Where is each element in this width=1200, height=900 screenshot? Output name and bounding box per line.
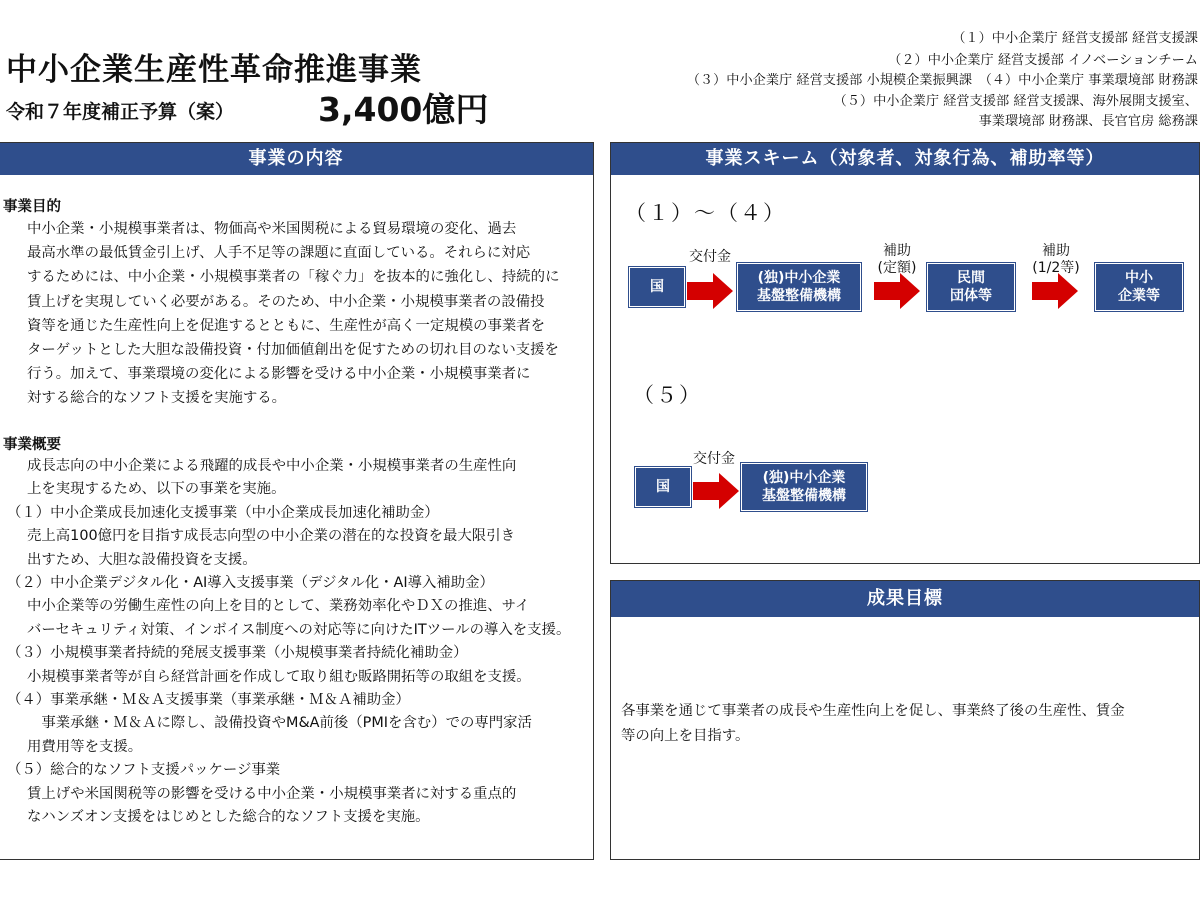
flow-arrow-icon bbox=[874, 273, 920, 309]
flow-node-kuni bbox=[629, 267, 685, 307]
flow-node-smrj bbox=[737, 263, 861, 311]
scheme-panel-header: 事業スキーム（対象者、対象行為、補助率等） bbox=[611, 143, 1199, 175]
goal-panel-header: 成果目標 bbox=[611, 581, 1199, 617]
flow-label-kofukin: 交付金 bbox=[693, 451, 735, 467]
flow-node-label: 中小 企業等 bbox=[1118, 270, 1160, 304]
overview-item-title: （２）中小企業デジタル化・AI導入支援事業（デジタル化・AI導入補助金） bbox=[7, 575, 494, 592]
overview-item-title: （４）事業承継・Ｍ＆Ａ支援事業（事業承継・Ｍ＆Ａ補助金） bbox=[7, 692, 410, 709]
overview-item-line: 用費用等を支援。 bbox=[27, 738, 143, 755]
overview-item-line: 小規模事業者等が自ら経営計画を作成して取り組む販路開拓等の取組を支援。 bbox=[27, 668, 531, 685]
purpose-text bbox=[27, 217, 559, 411]
purpose-line: ターゲットとした大胆な設備投資・付加価値創出を促すための切れ目のない支援を bbox=[27, 342, 559, 359]
overview-item-line: 売上高100億円を目指す成長志向型の中小企業の潜在的な投資を最大限引き bbox=[27, 528, 515, 545]
scheme-group-1-title: （１）～（４） bbox=[625, 201, 786, 225]
page-title: 中小企業生産性革命推進事業 bbox=[6, 52, 422, 88]
flow-label-kofukin: 交付金 bbox=[689, 249, 731, 265]
flow-label-hojo-half: 補助 (1/2等) bbox=[1032, 243, 1080, 276]
flow-arrow-icon bbox=[687, 273, 733, 309]
overview-heading: 事業概要 bbox=[3, 437, 61, 453]
goal-line: 各事業を通じて事業者の成長や生産性向上を促し、事業終了後の生産性、賃金 bbox=[621, 703, 1125, 719]
overview-item-title: （３）小規模事業者持続的発展支援事業（小規模事業者持続化補助金） bbox=[7, 645, 468, 662]
purpose-line: 行う。加えて、事業環境の変化による影響を受ける中小企業・小規模事業者に bbox=[27, 366, 531, 383]
department-line-1: （１）中小企業庁 経営支援部 経営支援課 bbox=[952, 31, 1198, 46]
flow-arrow-icon bbox=[693, 473, 739, 509]
flow-node-label: (独)中小企業 基盤整備機構 bbox=[757, 270, 841, 304]
flow-node-label: (独)中小企業 基盤整備機構 bbox=[762, 470, 846, 504]
overview-item-title: （５）総合的なソフト支援パッケージ事業 bbox=[7, 762, 281, 779]
flow-node-label: 国 bbox=[650, 279, 664, 295]
content-panel-header: 事業の内容 bbox=[0, 143, 593, 175]
flow-node-kuni bbox=[635, 467, 691, 507]
flow-arrow-icon bbox=[1032, 273, 1078, 309]
overview-item-title: （１）中小企業成長加速化支援事業（中小企業成長加速化補助金） bbox=[7, 504, 439, 521]
content-panel bbox=[0, 142, 594, 860]
purpose-line: 資等を通じた生産性向上を促進するとともに、生産性が高く一定規模の事業者を bbox=[27, 317, 546, 334]
goal-text bbox=[621, 699, 1125, 749]
goal-line: 等の向上を目指す。 bbox=[621, 728, 750, 744]
overview-item-line: 賃上げや米国関税等の影響を受ける中小企業・小規模事業者に対する重点的 bbox=[27, 785, 517, 802]
department-line-2: （２）中小企業庁 経営支援部 イノベーションチーム bbox=[888, 53, 1198, 68]
flow-node-smrj bbox=[741, 463, 867, 511]
overview-text bbox=[7, 455, 570, 830]
purpose-line: 中小企業・小規模事業者は、物価高や米国関税による貿易環境の変化、過去 bbox=[27, 221, 517, 237]
purpose-line: するためには、中小企業・小規模事業者の「稼ぐ力」を抜本的に強化し、持続的に bbox=[27, 269, 560, 286]
purpose-line: 対する総合的なソフト支援を実施する。 bbox=[27, 390, 287, 407]
purpose-line: 賃上げを実現していく必要がある。そのため、中小企業・小規模事業者の設備投 bbox=[27, 293, 545, 310]
flow-node-label: 国 bbox=[656, 479, 670, 495]
flow-node-label: 民間 団体等 bbox=[950, 270, 992, 304]
flow-node-minkan bbox=[927, 263, 1015, 311]
scheme-panel bbox=[610, 142, 1200, 564]
department-line-4: （５）中小企業庁 経営支援部 経営支援課、海外展開支援室、 bbox=[833, 94, 1198, 109]
scheme-group-2-title: （５） bbox=[633, 383, 702, 407]
overview-item-line: 出すため、大胆な設備投資を支援。 bbox=[27, 551, 257, 568]
flow-label-hojo-teigaku: 補助 (定額) bbox=[877, 243, 917, 276]
budget-amount: 3,400億円 bbox=[318, 90, 489, 129]
department-line-5: 事業環境部 財務課、長官官房 総務課 bbox=[978, 114, 1198, 129]
department-line-3: （３）中小企業庁 経営支援部 小規模企業振興課 （４）中小企業庁 事業環境部 財務課 bbox=[686, 73, 1198, 88]
overview-item-line: バーセキュリティ対策、インボイス制度への対応等に向けたITツールの導入を支援。 bbox=[27, 621, 571, 638]
purpose-heading: 事業目的 bbox=[3, 199, 61, 215]
overview-intro-line: 成長志向の中小企業による飛躍的成長や中小企業・小規模事業者の生産性向 bbox=[27, 458, 517, 474]
overview-item-line: なハンズオン支援をはじめとした総合的なソフト支援を実施。 bbox=[27, 809, 430, 826]
purpose-line: 最高水準の最低賃金引上げ、人手不足等の課題に直面している。それらに対応 bbox=[27, 245, 531, 262]
budget-label: 令和７年度補正予算（案） bbox=[6, 101, 235, 123]
overview-intro-line: 上を実現するため、以下の事業を実施。 bbox=[27, 481, 286, 498]
overview-item-line: 中小企業等の労働生産性の向上を目的として、業務効率化やＤＸの推進、サイ bbox=[27, 598, 530, 615]
goal-panel bbox=[610, 580, 1200, 860]
overview-item-line: 事業承継・Ｍ＆Ａに際し、設備投資やM&A前後（PMIを含む）での専門家活 bbox=[27, 715, 532, 732]
flow-node-chusho bbox=[1095, 263, 1183, 311]
